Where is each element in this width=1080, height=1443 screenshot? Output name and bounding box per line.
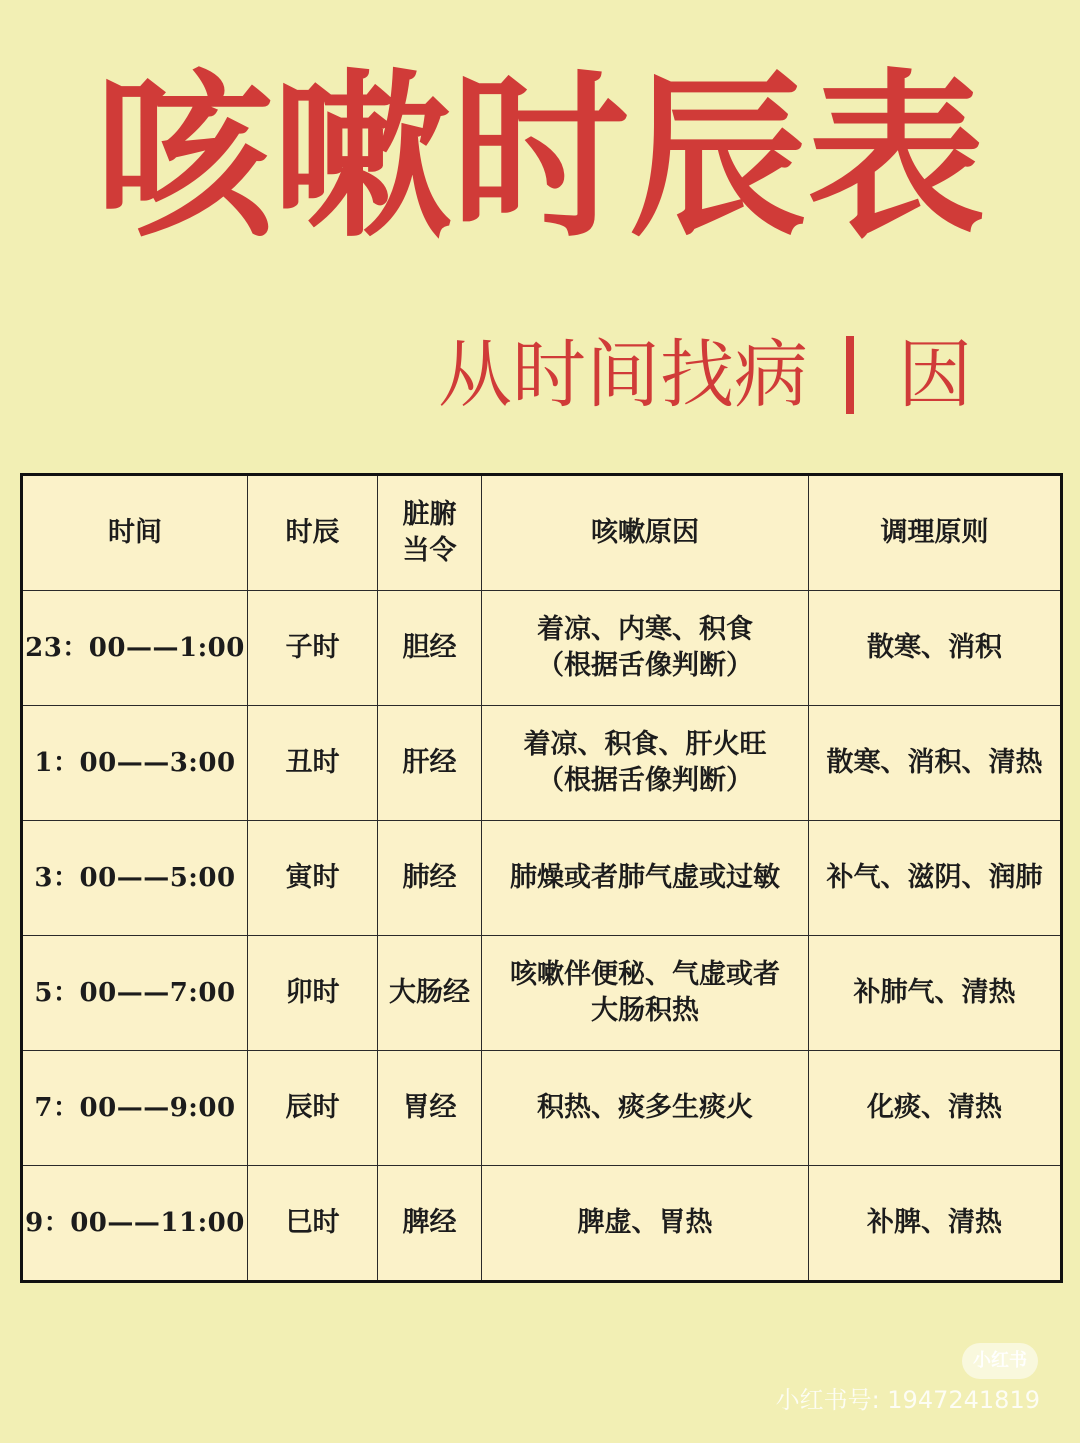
cell-organ: 胆经 [378, 591, 482, 706]
subtitle-divider [846, 336, 854, 414]
xiaohongshu-logo-badge: 小红书 [962, 1343, 1038, 1379]
cell-time: 1：00——3:00 [22, 706, 248, 821]
table-row [22, 1051, 1062, 1166]
header-shichen: 时辰 [248, 475, 378, 591]
cell-shichen: 子时 [248, 591, 378, 706]
table-row [22, 706, 1062, 821]
subtitle-left: 从时间找病 [438, 332, 808, 418]
cell-cause [482, 591, 809, 706]
cause-line: （根据舌像判断） [537, 650, 753, 681]
cell-organ: 肺经 [378, 821, 482, 936]
header-principle: 调理原则 [809, 475, 1062, 591]
cell-principle: 散寒、消积 [809, 591, 1062, 706]
cell-organ: 肝经 [378, 706, 482, 821]
cell-time: 23：00——1:00 [22, 591, 248, 706]
cell-time: 5：00——7:00 [22, 936, 248, 1051]
cause-line: （根据舌像判断） [537, 765, 753, 796]
cell-principle: 补肺气、清热 [809, 936, 1062, 1051]
cell-shichen: 巳时 [248, 1166, 378, 1282]
cough-schedule-table [20, 473, 1063, 1283]
cell-principle: 化痰、清热 [809, 1051, 1062, 1166]
header-organ-line: 当令 [402, 535, 457, 566]
cell-shichen: 辰时 [248, 1051, 378, 1166]
table-row [22, 591, 1062, 706]
cause-line: 咳嗽伴便秘、气虚或者 [510, 959, 780, 990]
cell-principle: 补脾、清热 [809, 1166, 1062, 1282]
cell-cause: 积热、痰多生痰火 [482, 1051, 809, 1166]
cell-cause [482, 936, 809, 1051]
cell-principle: 散寒、消积、清热 [809, 706, 1062, 821]
cause-line: 大肠积热 [591, 995, 699, 1026]
cause-line: 着凉、内寒、积食 [537, 614, 753, 645]
table-row [22, 936, 1062, 1051]
cell-organ: 大肠经 [378, 936, 482, 1051]
cell-shichen: 寅时 [248, 821, 378, 936]
header-organ [378, 475, 482, 591]
cell-time: 3：00——5:00 [22, 821, 248, 936]
table-row [22, 1166, 1062, 1282]
table-row [22, 821, 1062, 936]
cause-line: 着凉、积食、肝火旺 [523, 729, 767, 760]
cell-time: 7：00——9:00 [22, 1051, 248, 1166]
header-time: 时间 [22, 475, 248, 591]
subtitle-right: 因 [898, 332, 972, 418]
cell-shichen: 丑时 [248, 706, 378, 821]
cell-shichen: 卯时 [248, 936, 378, 1051]
page-subtitle [438, 330, 972, 420]
cell-cause: 肺燥或者肺气虚或过敏 [482, 821, 809, 936]
cell-organ: 胃经 [378, 1051, 482, 1166]
cell-principle: 补气、滋阴、润肺 [809, 821, 1062, 936]
watermark-user-id: 小红书号: 1947241819 [775, 1386, 1040, 1414]
page-title: 咳嗽时辰表 [95, 54, 985, 261]
header-cause: 咳嗽原因 [482, 475, 809, 591]
cell-time: 9：00——11:00 [22, 1166, 248, 1282]
cell-organ: 脾经 [378, 1166, 482, 1282]
cell-cause: 脾虚、胃热 [482, 1166, 809, 1282]
header-organ-line: 脏腑 [402, 499, 457, 530]
cell-cause [482, 706, 809, 821]
table-header-row [22, 475, 1062, 591]
